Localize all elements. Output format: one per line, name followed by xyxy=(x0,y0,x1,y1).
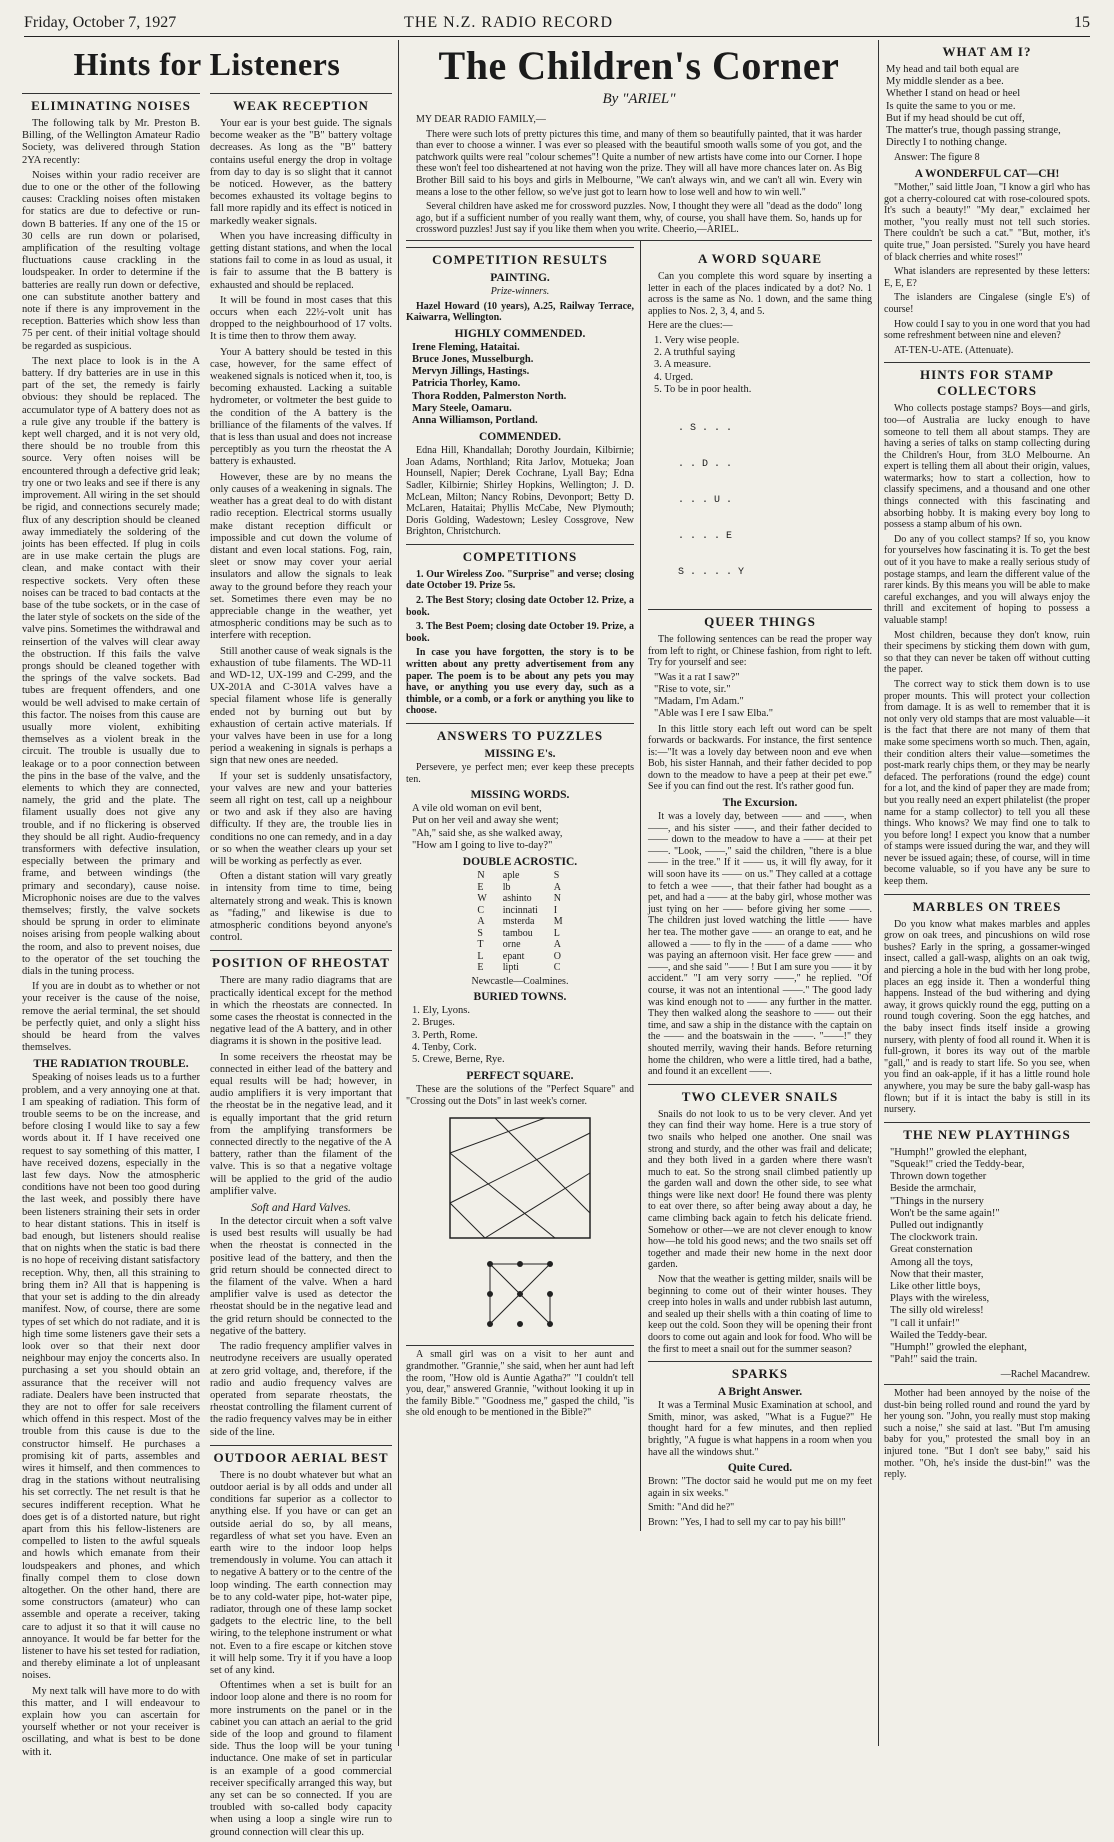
verse-line: Directly I to nothing change. xyxy=(886,137,1008,149)
acrostic-cell: C xyxy=(477,904,484,916)
eliminating-para: The next place to look is in the A battery. If dry batteries are in use in this part of the set, the remedy is fairly obvious: they should be replaced. The accumulator type of A battery does not as a rule give any trouble if the battery is kept well charged, and it is not very old, there should be no trouble from this source. Very often noises will be encountered through a defective grid leak; try one or two leaks and see if there is any improvement. All wiring in the set should be rigid, and connections securely made; flux of any description should be cleaned away immediately the soldering of the joints has been effected. If plug in coils are in use make certain the plugs are clean, and make contact with their respective sockets. Very often these noises can be traced to bad contacts at the base of the tube sockets, or in the case of the later style of sockets on the side of the valve pins. Sometimes the withdrawal and reinsertion of the valves will clear away the obstruction. If this fails the valve prongs should be cleaned together with the springs of the valve sockets. Bad tubes are frequent offenders, and one would be well advised to make certain of this factor. The noises from this cause are usually more violent, exhibiting themselves as a violent break in the circuit. The trouble is usually due to leakage or to a poor connection between the pins in the base of the valve, and the elements to which they are connected, namely, the grid and the plate. The filament usually does not give any trouble, and if no flickering is observed they should be all right. Audio-frequency transformers with defective insulation, especially between the primary and frame, and between windings (the primary and secondary), cause noise. Microphonic noises are due to the valves themselves; firstly, the valve sockets should be sprung in order to eliminate noises arising from people walking about the room, and also to prevent noises, due to the operator of the set touching the dials in the tuning process. xyxy=(22,355,200,978)
acrostic-answer: Newcastle—Coalmines. xyxy=(471,975,569,987)
verse-line: Is quite the same to you or me. xyxy=(886,100,1016,112)
missing-words-verse xyxy=(412,803,634,852)
highly-commended-label: HIGHLY COMMENDED. xyxy=(454,327,586,340)
eliminating-para: The following talk by Mr. Preston B. Billing, of the Wellington Amateur Radio Society, was delivered through Station 2YA recently: xyxy=(22,118,200,166)
sparks-heading: SPARKS xyxy=(648,1361,872,1382)
grid-row: . . D . . xyxy=(678,458,733,470)
acrostic-cell: tambou xyxy=(502,927,533,939)
list-item: 2. Bruges. xyxy=(412,1017,455,1029)
acrostic-cell: W xyxy=(477,893,487,905)
list-item: 5. Crewe, Berne, Rye. xyxy=(412,1053,505,1065)
highly-commended-list xyxy=(412,342,634,427)
rheostat-para: In some receivers the rheostat may be connected in either lead of the battery and equal results will be had; however, in audio amplifiers it is very important that the rheostat be in the negative lead, and it is equally important that the grid return from the amplifying transformers be connected directly to the negative of the A battery, rather than the filament of the valve. This is so that a negative voltage will be applied to the grid of the audio amplifier valve. xyxy=(210,1051,392,1197)
verse-line: "I call it unfair!" xyxy=(890,1317,960,1329)
competitions-heading: COMPETITIONS xyxy=(406,544,634,565)
grid-row: S . . . . Y xyxy=(678,566,745,578)
cured-line: Smith: "And did he?" xyxy=(648,1502,735,1514)
eliminating-para: Noises within your radio receiver are due to one or the other of the following causes: Crackling noises often mistaken for statics are due to defective or run-down B batteries. If any one of the 15 or 30 cells are run down or polarised, amplification of the resulting voltage fluctuations cause crackling in the loudspeaker. In order to determine if the batteries are really run down or defective, one can substitute another battery and note if there is any improvement in the reception. Batteries which show less than 75 per cent. of their initial voltage should be regarded as suspicious. xyxy=(22,169,200,352)
verse-line: Whether I stand on head or heel xyxy=(886,88,1021,100)
list-item: Bruce Jones, Musselburgh. xyxy=(412,353,534,365)
stamps-para: Who collects postage stamps? Boys—and girls, too—of Australia are lucky enough to have someone to tell them all about stamps. They are having a series of talks on stamp collecting during the Children's Hour, from 3LO Melbourne. An expert is telling them all about their origin, values, watermarks; how to start a collection, how to classify specimens, and a thousand and one other things connected with this fascinating and absorbing hobby. It is making every boy long to possess a stamp album of his own. xyxy=(884,403,1090,531)
eliminating-para: If you are in doubt as to whether or not your receiver is the cause of the noise, remove the aerial terminal, the set should be perfectly quiet, and only a slight hiss should be heard from the valves themselves. xyxy=(22,981,200,1054)
radiation-para: My next talk will have more to do with this matter, and I will endeavour to explain how you can ascertain for yourself whether or not your receiver is oscillating, and what is best to be done with it. xyxy=(22,1685,200,1758)
list-item: Patricia Thorley, Kamo. xyxy=(412,378,521,390)
acrostic-cell: I xyxy=(553,904,558,916)
weak-para: Your A battery should be tested in this case, however, for the same effect of weakened signals is noticed when it, too, is becoming exhausted. Lacking a suitable hydrometer, or voltmeter the best guide to the condition of the A battery is the brilliance of the filaments of the valves. If that is less than usual and does not increase perceptibly as you turn the rheostat the A battery is exhausted. xyxy=(210,346,392,468)
list-item: Mervyn Jillings, Hastings. xyxy=(412,366,530,378)
acrostic-cell: L xyxy=(477,950,484,962)
rheostat-para: There are many radio diagrams that are practically identical except for the method in which the rheostats are connected. In some cases the rheostat is connected in the negative lead of the A battery, and in other diagrams it is shown in the positive lead. xyxy=(210,975,392,1048)
acrostic-cell: E xyxy=(477,881,484,893)
verse-line: Like other little boys, xyxy=(890,1281,981,1292)
acrostic-row xyxy=(469,916,570,928)
missing-words-label: MISSING WORDS. xyxy=(470,789,570,802)
acrostic-cell: N xyxy=(477,870,485,882)
verse-line: The clockwork train. xyxy=(890,1232,978,1244)
riddle-question: How could I say to you in one word that you had some refreshment between nine and eleven? xyxy=(884,318,1090,342)
verse-line: Wailed the Teddy-bear. xyxy=(890,1329,988,1341)
competition-item: 1. Our Wireless Zoo. "Surprise" and verse; closing date October 19. Prize 5s. xyxy=(406,568,634,592)
aerial-heading: OUTDOOR AERIAL BEST xyxy=(210,1445,392,1466)
childrens-section xyxy=(406,40,872,1746)
acrostic-cell: incinnati xyxy=(502,904,538,916)
verse-line: A vile old woman on evil bent, xyxy=(412,803,542,815)
right-column xyxy=(884,40,1090,1746)
acrostic-cell: lipti xyxy=(502,962,519,974)
weak-heading: WEAK RECEPTION xyxy=(210,93,392,114)
bright-answer-label: A Bright Answer. xyxy=(717,1386,803,1399)
acrostic-cell: msterda xyxy=(502,916,535,928)
hints-section xyxy=(22,40,392,1838)
painting-label: PAINTING. xyxy=(490,271,550,284)
buried-towns-label: BURIED TOWNS. xyxy=(473,991,567,1004)
acrostic-row xyxy=(469,882,570,894)
list-item: "Was it a rat I saw?" xyxy=(654,671,740,683)
letter-para: Several children have asked me for crossword puzzles. Now, I thought they were all "dead as the dodo" long ago, but if a sufficient number of you really want them, why, of course, you shall have them. So, hands up for crossword puzzles! Just say if you like them when you write. Cheerio,—ARIEL. xyxy=(416,201,862,236)
cat-text: "Mother," said little Joan, "I know a girl who has got a cherry-coloured cat with rose-coloured spots. It's such a beauty!" "My dear," exclaimed her mother, "you really must not tell such stories. There couldn't be such a cat." "But, mother, it's quite true," Joan persisted. "Surely you have heard of black cherries and white roses!" xyxy=(884,182,1090,263)
acrostic-cell: N xyxy=(553,893,561,905)
snails-heading: TWO CLEVER SNAILS xyxy=(648,1084,872,1105)
grid-row: . S . . . xyxy=(678,422,733,434)
hints-title: Hints for Listeners xyxy=(73,46,341,82)
prize-winners-label: Prize-winners. xyxy=(490,285,550,297)
list-item: 3. A measure. xyxy=(654,359,712,371)
weak-para: However, these are by no means the only causes of a weakening in signals. The weather has a great deal to do with distant radio reception. Electrical storms usually make distant reception difficult or impossible and cut down the volume of distant and even local stations. Fog, rain, sleet or snow may cover your aerial insulators and allow the signals to leak away to the ground before they reach your set. Sometimes there even may be no appreciable change in the weather, yet atmospheric conditions may be such as to interfere with reception. xyxy=(210,471,392,642)
verse-line: Great consternation xyxy=(890,1244,973,1256)
weak-para: When you have increasing difficulty in getting distant stations, and when the local stations fail to come in as loud as usual, it is fair to assume that the B battery is exhausted and should be replaced. xyxy=(210,230,392,291)
riddle-question: What islanders are represented by these letters: E, E, E? xyxy=(884,266,1090,289)
acrostic-cell: A xyxy=(477,916,485,928)
perfect-square-text: These are the solutions of the "Perfect Square" and "Crossing out the Dots" in last week's corner. xyxy=(406,1084,634,1107)
quite-cured-label: Quite Cured. xyxy=(727,1462,793,1475)
bright-answer-text: It was a Terminal Music Examination at school, and Smith, minor, was asked, "What is a Fugue?" He thought hard for a few minutes, and then replied brightly, "A fugue is what happens in a room when you have all the windows shut." xyxy=(648,1400,872,1458)
childrens-title: The Children's Corner xyxy=(438,43,840,88)
aerial-para: Oftentimes when a set is built for an indoor loop alone and there is no room for more instruments on the panel or in the cabinet you can attach an aerial to the grid side of the loop and ground to filament side. Thus the loop will be your tuning inductance. One make of set in particular is an example of a good commercial receiver specifically arranged this way, but any set can be so connected. If you are troubled with so-called body capacity when using a loop a single wire run to ground connection will clear this up. xyxy=(210,1680,392,1838)
eliminating-heading: ELIMINATING NOISES xyxy=(22,93,200,114)
word-square-intro: Can you complete this word square by inserting a letter in each of the places indicated by a dot? No. 1 across is the same as No. 1 down, and the same thing applies to Nos. 2, 3, 4, and 5. xyxy=(648,270,872,317)
acrostic-cell: E xyxy=(477,962,484,974)
verse-line: Now that their master, xyxy=(890,1268,984,1280)
cured-line: Brown: "The doctor said he would put me on my feet again in six weeks." xyxy=(648,1476,872,1499)
aerial-para: There is no doubt whatever but what an outdoor aerial is by all odds and under all conditions far superior as a collector to anything else. If you have or can get an outside aerial do so, by all means, regardless of what set you have. Even an earth wire to the indoor loop helps tremendously in volume. You can attach it to negative A battery or to the centre of the loop winding. The earth connection may be to any cold-water pipe, hot-water pipe, radiator, through one of these lamp socket gadgets to the electric line, to the bell wiring, to the telephone instrument or what not. Even to a fire escape or kitchen stove it will help some. Try it if you have a loop set of any kind. xyxy=(210,1469,392,1676)
acrostic-cell: O xyxy=(553,950,561,962)
verse-line: Put on her veil and away she went; xyxy=(412,815,559,827)
marbles-text: Do you know what makes marbles and apples grow on oak trees, and pincushions on wild rose bushes? Early in the spring, a gossamer-winged insect, called a gall-wasp, alights on an oak twig, and piercing a hole in the bud with her long probe, places an egg inside it. Then a wonderful thing happens. Instead of the bud withering and dying away, it grows quickly round the egg, putting on a round tough covering. Soon the egg hatches, and the baby insect finds itself inside a growing nursery, with plenty of food all round it. When it is full-grown, it bores its way out of the marble "gall," and is ready to start life. So you see, when you find an oak-apple, if it has a little round hole anywhere, you may be sure the baby gall-wasp has flown; but if it is intact the baby is still in its nursery. xyxy=(884,918,1090,1116)
list-item: Anna Williamson, Portland. xyxy=(412,414,538,426)
perfect-square-label: PERFECT SQUARE. xyxy=(466,1070,574,1083)
commended-label: COMMENDED. xyxy=(478,431,562,444)
acrostic-cell: S xyxy=(477,927,483,939)
ariel-letter xyxy=(406,114,872,236)
rheostat-heading: POSITION OF RHEOSTAT xyxy=(210,950,392,971)
what-am-i-heading: WHAT AM I? xyxy=(942,44,1032,59)
acrostic-cell: M xyxy=(553,916,563,928)
acrostic-cell: L xyxy=(553,927,560,939)
stamps-para: The correct way to stick them down is to use proper mounts. This will protect your collection from damage. It is as well to remember that it is not only very old stamps that are most valuable—it is the fact that there are not many of them that make some specimens worth so much. Then, again, their condition alters their value—sometimes the post-mark rearly chips them, or they may be nearly defaced. The perforations (round the edge) count for a lot, and the kind of paper they are made from; but you really need an expert philatelist (the proper name for a stamp collector) to tell you all these things. Who knows? We may find one to talk to you before long! I expect you know that a number of stamps were issued during the war, and they will never be issued again; these, of course, will in time become valuable, so if you have any be sure to keep them. xyxy=(884,678,1090,888)
excursion-label: The Excursion. xyxy=(722,797,798,810)
acrostic-cell: epant xyxy=(502,950,525,962)
queer-things-para: In this little story each left out word can be spelt forwards or backwards. For instance, the first sentence is:—"It was a lovely day between noon and eve when Bob, his sister Hannah, and their father decided to pop down to the meadow to have a peep at their pet ewe." See if you can find out the rest. It's rather good fun. xyxy=(648,723,872,793)
word-square-heading: A WORD SQUARE xyxy=(697,250,822,266)
riddle-answer: AT-TEN-U-ATE. (Attenuate). xyxy=(894,344,1014,356)
list-item: 2. A truthful saying xyxy=(654,347,736,359)
hints-col-1 xyxy=(22,87,200,1762)
column-rule xyxy=(878,40,879,1746)
verse-line: "Ah," said she, as she walked away, xyxy=(412,827,563,839)
hints-col-2 xyxy=(210,87,392,1842)
verse-line: My middle slender as a bee. xyxy=(886,76,1004,88)
list-item: 1. Very wise people. xyxy=(654,334,740,346)
acrostic-cell: A xyxy=(553,881,561,893)
list-item: 5. To be in poor health. xyxy=(654,383,752,395)
weak-para: Still another cause of weak signals is the exhaustion of tube filaments. The WD-11 and WD-12, UX-199 and C-299, and the UX-201A and C-301A valves have a special filament whose life is generally ended not by burning out but by exhaustion of certain active materials. If your valves have been in use for a long period a weakening in signals is perhaps a sign that new ones are needed. xyxy=(210,645,392,767)
word-square-grid xyxy=(678,399,872,603)
acrostic-cell: T xyxy=(477,939,484,951)
weak-para: It will be found in most cases that this occurs when each 22½-volt unit has dropped to the neighbourhood of 17 volts. It is time then to throw them away. xyxy=(210,294,392,343)
verse-line: The silly old wireless! xyxy=(890,1305,984,1317)
small-girl-anecdote: A small girl was on a visit to her aunt and grandmother. "Grannie," she said, when her aunt had left the room, "How old is Auntie Agatha?" "I couldn't tell you, dear," answered Grannie, "without looking it up in the family Bible." "Goodness me," gasped the child, "is she old enough to be mentioned in the Bible?" xyxy=(406,1345,634,1419)
acrostic-cell: A xyxy=(553,939,561,951)
perfect-square-diagram xyxy=(445,1113,595,1243)
list-item: "Madam, I'm Adam." xyxy=(654,696,744,708)
playthings-author: —Rachel Macandrew. xyxy=(1000,1369,1090,1381)
letter-salutation: MY DEAR RADIO FAMILY,— xyxy=(416,114,546,125)
acrostic-cell: S xyxy=(553,870,560,882)
verse-line: Beside the armchair, xyxy=(890,1183,977,1195)
list-item: Thora Rodden, Palmerston North. xyxy=(412,390,567,402)
list-item: 1. Ely, Lyons. xyxy=(412,1005,470,1017)
radiation-heading: THE RADIATION TROUBLE. xyxy=(33,1058,189,1071)
verse-line: "Humph!" growled the elephant, xyxy=(890,1342,1027,1354)
acrostic-row xyxy=(469,951,570,963)
competition-results-heading: COMPETITION RESULTS xyxy=(406,247,634,268)
buried-towns-list xyxy=(412,1005,634,1066)
verse-line: But if my head should be cut off, xyxy=(886,112,1025,124)
word-square-clues-label: Here are the clues:— xyxy=(648,320,733,332)
queer-things-intro: The following sentences can be read the proper way from left to right, or Chinese fashion, from right to left. Try for yourself and see: xyxy=(648,633,872,669)
missing-es-label: MISSING E's. xyxy=(484,748,556,761)
childrens-col-right xyxy=(648,241,872,1532)
snails-para: Snails do not look to us to be very clever. And yet they can find their way home. Here is a true story of two snails who helped one another. One snail was strong and sturdy, and the other was frail and delicate; and they both lived in a garden where there wasn't much to eat. So the strong snail climbed patiently up the garden wall and down the other side, to see what things were like next door! He found there was plenty to eat over there, so after being away about a day, he came climbing back again to fetch his delicate friend. Somehow or other—we are not clever enough to know how—he told his good news; and the two snails set off together and made their new home in the next door garden. xyxy=(648,1108,872,1271)
acrostic-cell: orne xyxy=(502,939,521,951)
list-item: 4. Tenby, Cork. xyxy=(412,1041,477,1053)
acrostic-table xyxy=(469,870,570,974)
word-square-clues xyxy=(654,335,872,396)
acrostic-row xyxy=(469,893,570,905)
palindrome-list xyxy=(654,672,872,721)
verse-line: My head and tail both equal are xyxy=(886,64,1019,75)
acrostic-cell: C xyxy=(553,962,561,974)
verse-line: "Things in the nursery xyxy=(890,1195,984,1207)
rheostat-para: The radio frequency amplifier valves in neutrodyne receivers are usually operated at zero grid voltage, and, therefore, if the radio and audio frequency valves are operated from separate rheostats, the rheostat controlling the filament current of the radio frequency valves may be in either side of the line. xyxy=(210,1341,392,1438)
excursion-text: It was a lovely day, between —— and ——, when ——, and his sister ——, and their father decided to —— down to the meadow to have a —— at their pet ——. "Look, ——," said the children, "there is a blue —— in the tree." If it —— us, it will fly away, for it will soon have its —— on us." They called at a cottage to fetch a wee ——, that their father had bought as a pet, and had a —— at the baby girl, whose mother was just tying on her —— before giving her some ——. The children just loved watching the little —— have her tea. The mother gave —— an orange to eat, and he allowed a —— to fly in the —— of a dame —— who was paying an afternoon visit. Her face grew —— and ——, and she said "—— ! But I am sure you —— it by accident." "I am very sorry ——," he replied. "Of course, it was not an intentional ——." The good lady was kind enough not to —— any further in the matter. They then walked along the seashore to —— out their time, and saw a ship in the distance with the captain on the —— and the boatswain in the ——. "——!" they shouted merrily, waving their hands. Before returning home the children, who were a little tired, had a bathe, and found it an excellent ——. xyxy=(648,811,872,1078)
playthings-verse xyxy=(890,1147,1090,1367)
verse-line: "Squeak!" cried the Teddy-bear, xyxy=(890,1158,1025,1170)
cat-heading: A WONDERFUL CAT—CH! xyxy=(914,168,1060,181)
acrostic-row xyxy=(469,870,570,882)
riddle-answer: The islanders are Cingalese (single E's) of course! xyxy=(884,292,1090,315)
verse-line: "Pah!" said the train. xyxy=(890,1354,978,1366)
list-item: Mary Steele, Oamaru. xyxy=(412,402,512,414)
acrostic-cell: aple xyxy=(502,870,520,882)
crossing-dots-diagram xyxy=(475,1249,565,1339)
header-date: Friday, October 7, 1927 xyxy=(24,14,177,31)
acrostic-row xyxy=(469,928,570,940)
competitions-note: In case you have forgotten, the story is to be written about any pretty advertisement from any paper. The poem is to be about any pets you may have, or anything you use every day, such as a thimble, or a comb, or a fork or anything you like to choose. xyxy=(406,647,634,717)
list-item: Irene Fleming, Hataitai. xyxy=(412,341,520,353)
page-header xyxy=(24,14,1090,36)
what-am-i-answer: Answer: The figure 8 xyxy=(894,152,980,164)
weak-para: Often a distant station will vary greatly in intensity from time to time, being alternately strong and weak. This is known as "fading," and likewise is due to atmospheric conditions beyond anyone's control. xyxy=(210,871,392,944)
letter-para: There were such lots of pretty pictures this time, and many of them so beautifully painted, that it was harder than ever to choose a winner. I was ever so pleased with the beautiful smooth walls some of you got, and the patchwork quilts were real "colour schemes"! Quite a number of new artists have come into our Corner. I hope these won't feel too disheartened at not having won the prize. They will all have more chances later on. As Big Brother Bill said to his boys and girls in Melbourne, "We can't always win, and we can't all win. Every win means a lose to the other fellow, so we've just got to learn how to lose well and how to win well." xyxy=(416,128,862,198)
what-am-i-verse xyxy=(886,64,1090,149)
prize-winner: Hazel Howard (10 years), A.25, Railway Terrace, Kaiwarra, Wellington. xyxy=(406,300,634,324)
stamps-para: Do any of you collect stamps? If so, you know for yourselves how fascinating it is. To get the best out of it you have to make a really serious study of postage stamps, and learn the different value of the rarer kinds. By this means you will be able to make careful exchanges, and you will always enjoy the thrill and excitement of hoping to possess a valuable stamp! xyxy=(884,533,1090,627)
verse-line: Won't be the same again!" xyxy=(890,1207,1000,1219)
commended-text: Edna Hill, Khandallah; Dorothy Jourdain, Kilbirnie; Joan Adams, Northland; Rita Jarlov, Motueka; Joan Hounsell, Napier; Derek Cochrane, Lyall Bay; Edna Sadler, Kilbirnie; Shirley Hopkins, Wellington; J. D. McLean, Milton; Nancy Robins, Devonport; Betty D. McLaren, Hataitai; Phyllis McCabe, New Plymouth; Doris Golding, Wadestown; Lesley Cossgrove, New Brighton, Christchurch. xyxy=(406,445,634,538)
answers-heading: ANSWERS TO PUZZLES xyxy=(406,723,634,744)
verse-line: Thrown down together xyxy=(890,1171,987,1183)
rheostat-subheading: Soft and Hard Valves. xyxy=(251,1202,351,1215)
verse-line: "Humph!" growled the elephant, xyxy=(890,1146,1027,1158)
playthings-heading: THE NEW PLAYTHINGS xyxy=(884,1122,1090,1143)
stamps-heading: HINTS FOR STAMP COLLECTORS xyxy=(884,362,1090,399)
acrostic-row xyxy=(469,939,570,951)
childrens-byline: By "ARIEL" xyxy=(602,91,676,107)
list-item: "Rise to vote, sir." xyxy=(654,683,731,695)
mother-anecdote: Mother had been annoyed by the noise of the dust-bin being rolled round and round the yard by her young son. "John, you really must stop making such a noise," she said at last. "But I'm amusing baby for you," protested the small boy in an injured tone. "But I don't see baby," said his mother. "Oh, he's inside the dust-bin!" was the reply. xyxy=(884,1384,1090,1481)
radiation-para: Speaking of noises leads us to a further problem, and a very annoying one at that. I am speaking of radiation. This form of trouble seems to be on the increase, and before closing I would like to say a few words about it. If I have received one request to say something of this matter, I have received dozens, especially in the last few days. Now the atmospheric conditions have not been too good during the last week, and possibly there have been listeners straining their sets in order to hear distant stations. This in itself is bad enough, but listeners should realise that on nights when the static is bad there is no hope of receiving distant satisfactory reception. Why, then, all this straining to bring them in? All that is happening is that your set is adding to the din already manifest. Now, of course, there are some types of set which do not radiate, and it is high time some listeners gave their sets a look over so that their next door neighbour may enjoy the concerts also. In purchasing a set you should obtain an assurance that the receiver will not radiate. Dealers have been instructed that they are not to offer for sale receivers which offend in this respect. Most of the trouble from this cause is due to the constructor himself. He purchases a promising kit of parts, assembles and wires it himself, and then commences to drag in the stations without neutralising his set correctly. The net result is that he secures indifferent reception. What he does get is of a distorted nature, but right apart from this his fellow-listeners are compelled to listen to the awful squeals and howls which emanate from their loudspeakers and phones, and which finally compel them to close down altogether. On the other hand, there are some constructors (amateur) who can assemble and operate a receiver, taking care to adjust it so that it will cause no annoyance. It would be far better for the listener to have his set tested for radiation, and thereby eliminate a lot of unpleasant noises. xyxy=(22,1072,200,1682)
verse-line: The matter's true, though passing strange, xyxy=(886,125,1061,137)
double-acrostic-label: DOUBLE ACROSTIC. xyxy=(462,856,578,869)
acrostic-row xyxy=(469,905,570,917)
list-item: 4. Urged. xyxy=(654,371,694,383)
competition-item: 2. The Best Story; closing date October 12. Prize, a book. xyxy=(406,595,634,618)
grid-row: . . . U . xyxy=(678,494,733,506)
verse-line: Plays with the wireless, xyxy=(890,1293,990,1305)
snails-para: Now that the weather is getting milder, snails will be beginning to come out of their winter houses. They creep into holes in walls and under rubbish last autumn, and sealed up their shells with a thin coating of lime to keep out the cold. Soon they will be opening their front doors to come out again and look for food. Who will be the first to meet a snail out for the summer season? xyxy=(648,1274,872,1355)
weak-para: If your set is suddenly unsatisfactory, your valves are new and your batteries seem all right on test, call up a neighbour or two and ask if they also are having difficulty. If they are, the trouble lies in conditions no one can remedy, and in a day or so when the weather clears up your set will be working as perfectly as ever. xyxy=(210,770,392,867)
verse-line: Pulled out indignantly xyxy=(890,1219,984,1231)
marbles-heading: MARBLES ON TREES xyxy=(884,894,1090,915)
stamps-para: Most children, because they don't know, ruin their specimens by sticking them down with gum, so that they can never be taken off without cutting the paper. xyxy=(884,629,1090,676)
acrostic-cell: lb xyxy=(502,881,511,893)
header-page-number: 15 xyxy=(1074,14,1090,31)
missing-es-answer: Persevere, ye perfect men; ever keep these precepts ten. xyxy=(406,762,634,785)
column-rule xyxy=(640,241,641,1531)
acrostic-row xyxy=(469,962,570,974)
rheostat-para: In the detector circuit when a soft valve is used best results will usually be had when the rheostat is connected in the positive lead of the battery, and then the grid return should be connected direct to the filament of the valve. When a hard amplifier valve is used as detector the rheostat should be in the negative lead and the grid return should be connected to the negative of the battery. xyxy=(210,1216,392,1337)
acrostic-cell: ashinto xyxy=(502,893,532,905)
grid-row: . . . . E xyxy=(678,530,733,542)
cured-line: Brown: "Yes, I had to sell my car to pay his bill!" xyxy=(648,1516,846,1528)
childrens-col-left xyxy=(406,241,634,1422)
verse-line: Among all the toys, xyxy=(890,1256,973,1268)
header-publication: THE N.Z. RADIO RECORD xyxy=(404,14,613,31)
column-rule xyxy=(398,40,399,1746)
list-item: 3. Perth, Rome. xyxy=(412,1029,478,1041)
weak-para: Your ear is your best guide. The signals become weaker as the "B" battery voltage decreases. As long as the "B" battery contains useful energy the drop in voltage from day to day is so slight that it cannot be noticed. However, as the battery becomes exhausted its voltage begins to fall more rapidly and its effect is noticed in markedly weaker signals. xyxy=(210,118,392,227)
list-item: "Able was I ere I saw Elba." xyxy=(654,708,774,720)
competition-item: 3. The Best Poem; closing date October 19. Prize, a book. xyxy=(406,621,634,644)
verse-line: "How am I going to live to-day?" xyxy=(412,839,553,851)
header-rule xyxy=(24,36,1090,37)
queer-things-heading: QUEER THINGS xyxy=(648,609,872,630)
